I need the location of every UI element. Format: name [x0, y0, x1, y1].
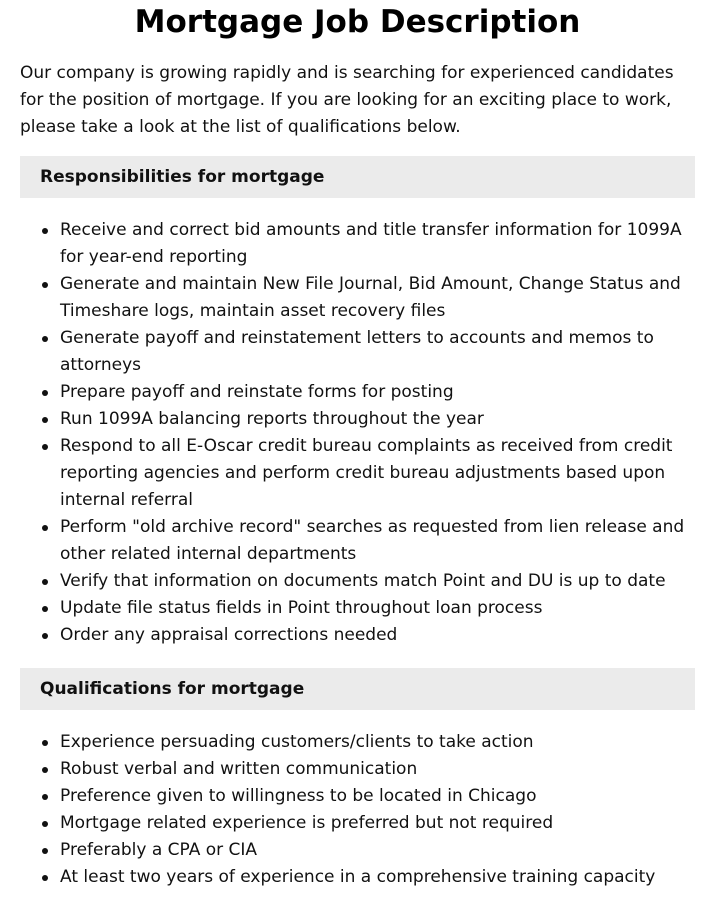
- responsibilities-list: [20, 217, 695, 649]
- list-item: Run 1099A balancing reports throughout the year: [20, 406, 695, 433]
- list-item: Experience persuading customers/clients to take action: [20, 729, 695, 756]
- list-item: Generate and maintain New File Journal, Bid Amount, Change Status and Timeshare logs, maintain asset recovery files: [20, 271, 695, 325]
- qualifications-list: [20, 729, 695, 891]
- list-item: Prepare payoff and reinstate forms for posting: [20, 379, 695, 406]
- list-item: Verify that information on documents match Point and DU is up to date: [20, 568, 695, 595]
- list-item: Respond to all E-Oscar credit bureau complaints as received from credit reporting agencies and perform credit bureau adjustments based upon internal referral: [20, 433, 695, 514]
- qualifications-heading: Qualifications for mortgage: [20, 668, 695, 710]
- responsibilities-heading: Responsibilities for mortgage: [20, 156, 695, 198]
- list-item: Robust verbal and written communication: [20, 756, 695, 783]
- list-item: Receive and correct bid amounts and title transfer information for 1099A for year-end reporting: [20, 217, 695, 271]
- page-title: Mortgage Job Description: [134, 4, 581, 40]
- list-item: Update file status fields in Point throughout loan process: [20, 595, 695, 622]
- list-item: At least two years of experience in a comprehensive training capacity: [20, 864, 695, 891]
- list-item: Preferably a CPA or CIA: [20, 837, 695, 864]
- list-item: Order any appraisal corrections needed: [20, 622, 695, 649]
- list-item: Mortgage related experience is preferred but not required: [20, 810, 695, 837]
- list-item: Preference given to willingness to be located in Chicago: [20, 783, 695, 810]
- list-item: Generate payoff and reinstatement letters to accounts and memos to attorneys: [20, 325, 695, 379]
- intro-paragraph: Our company is growing rapidly and is searching for experienced candidates for the position of mortgage. If you are looking for an exciting place to work, please take a look at the list of qualifications below.: [20, 63, 674, 137]
- list-item: Perform "old archive record" searches as requested from lien release and other related internal departments: [20, 514, 695, 568]
